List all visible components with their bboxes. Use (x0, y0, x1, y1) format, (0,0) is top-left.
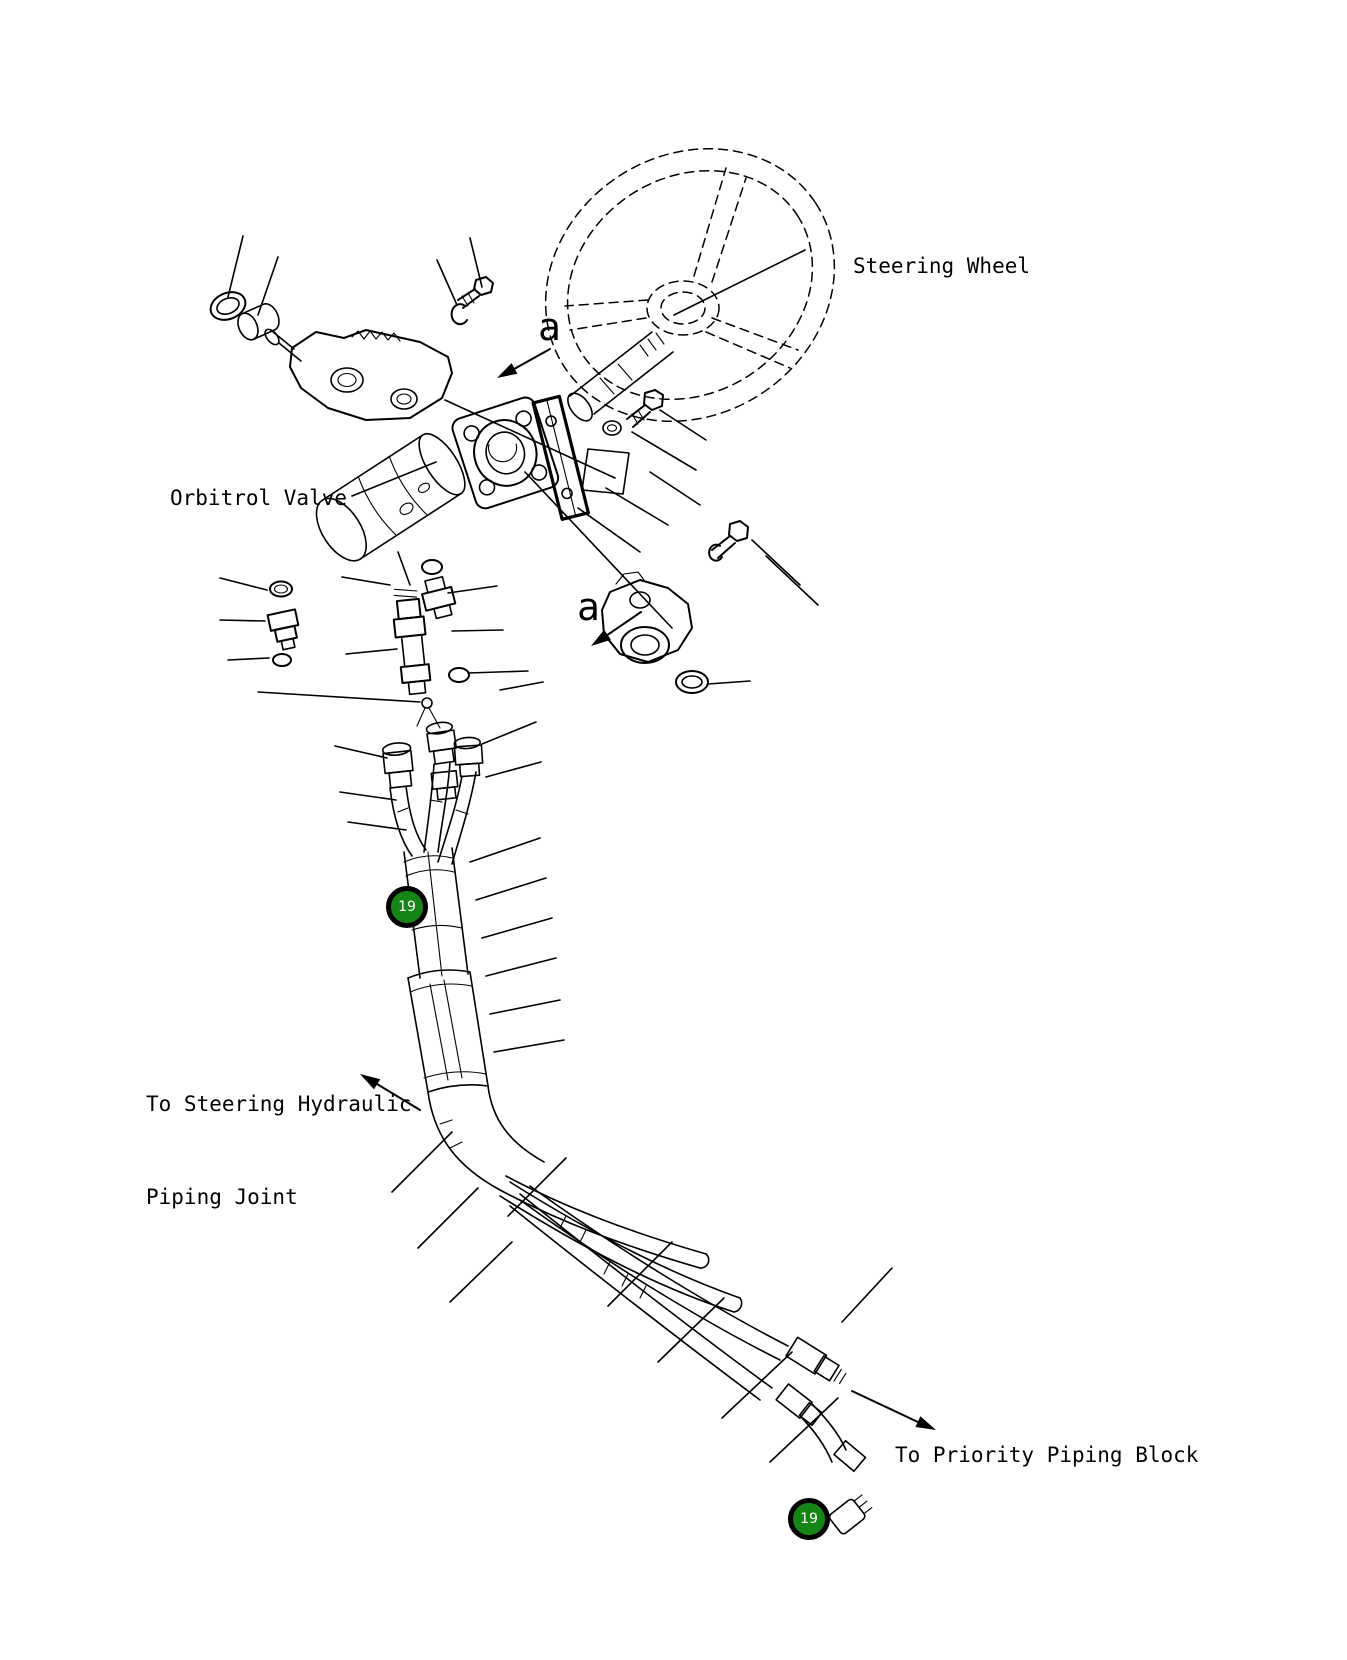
part-callout-badge-19-upper[interactable]: 19 (386, 886, 428, 928)
to-priority-arrow (915, 1416, 936, 1430)
section-a-top-arrow (497, 363, 517, 378)
section-a-bottom-arrow (591, 630, 611, 646)
hose-end-fittings-drawing (382, 721, 483, 800)
to-priority-piping-block-label: To Priority Piping Block (895, 1443, 1199, 1467)
column-flange-drawing (450, 390, 663, 519)
bottom-hoses-drawing (500, 1176, 865, 1471)
part-callout-badge-19-lower[interactable]: 19 (788, 1498, 830, 1540)
section-marker-a-top: a (538, 305, 561, 349)
to-steering-hydraulic-line2: Piping Joint (146, 1185, 298, 1209)
to-steering-hydraulic-label (146, 1027, 412, 1275)
column-bracket-parts-drawing (206, 277, 493, 420)
orbitrol-valve-label: Orbitrol Valve (170, 486, 348, 510)
adapter-fitting-drawing (828, 1492, 874, 1536)
steering-wheel-drawing (493, 94, 886, 475)
steering-wheel-label: Steering Wheel (853, 254, 1031, 278)
lower-joint-yoke-drawing (602, 521, 748, 693)
to-steering-hydraulic-line1: To Steering Hydraulic (146, 1092, 412, 1116)
section-marker-a-bottom: a (577, 585, 600, 629)
direction-arrows (360, 349, 936, 1430)
hose-bundle-drawing (390, 762, 544, 1190)
hydraulic-fittings-drawing (268, 560, 469, 728)
